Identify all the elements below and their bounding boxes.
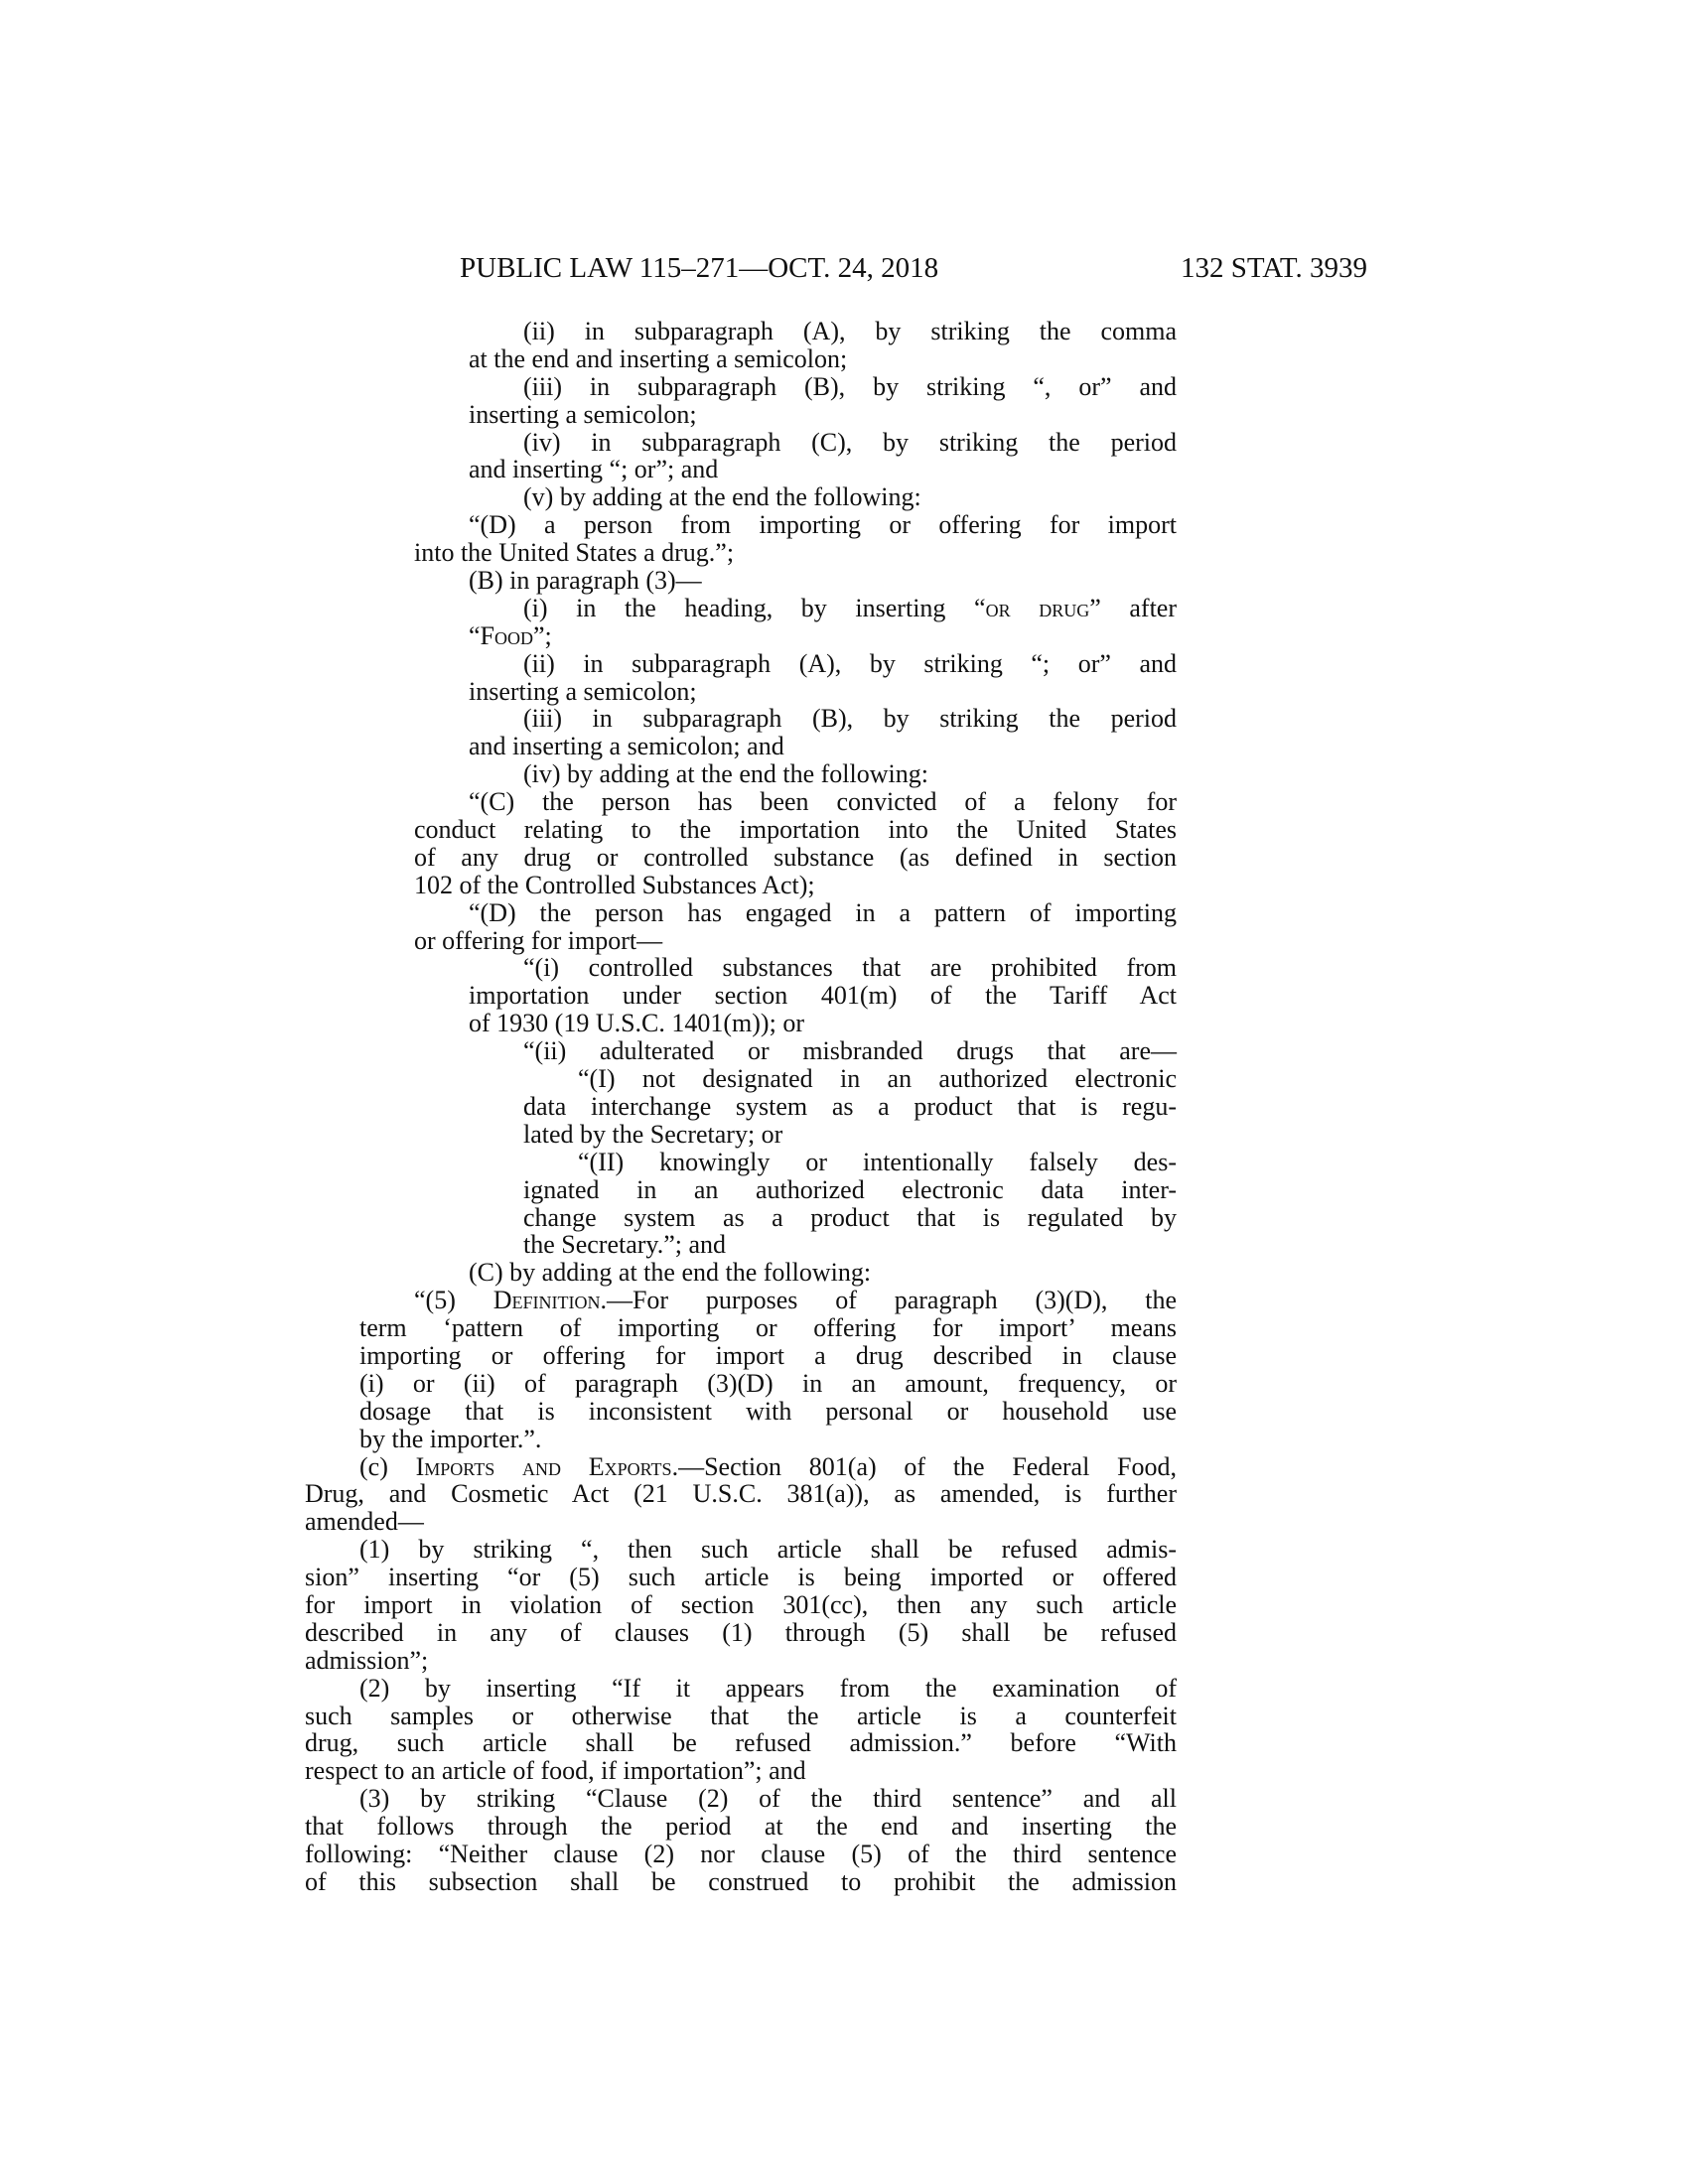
text-line: (B) in paragraph (3)— <box>469 566 702 596</box>
text-line: (1) by striking “, then such article shall be refused admis- <box>359 1535 1177 1565</box>
text-line: inserting a semicolon; <box>469 676 697 706</box>
text-line: (ii) in subparagraph (A), by striking “; or” and <box>523 648 1177 678</box>
text-line: (iii) in subparagraph (B), by striking “, or” and <box>523 371 1177 401</box>
text-line: conduct relating to the importation into the United States <box>414 815 1177 845</box>
header-page-number: 132 STAT. 3939 <box>1180 252 1367 284</box>
text-line: Drug, and Cosmetic Act (21 U.S.C. 381(a)), as amended, is further <box>305 1479 1177 1509</box>
text-line: by the importer.”. <box>359 1424 542 1453</box>
text-segment: “ <box>469 620 481 650</box>
text-line <box>0 622 1688 650</box>
text-line: (3) by striking “Clause (2) of the third sentence” and all <box>359 1784 1177 1814</box>
text-segment: ”; <box>533 620 552 650</box>
text-line: described in any of clauses (1) through (5) shall be refused <box>305 1617 1177 1647</box>
text-line: such samples or otherwise that the article is a counterfeit <box>305 1701 1177 1730</box>
text-line: (2) by inserting “If it appears from the examination of <box>359 1673 1177 1703</box>
text-line: “(II) knowingly or intentionally falsely des- <box>578 1147 1177 1176</box>
text-line: data interchange system as a product that is regu- <box>523 1091 1177 1121</box>
text-line: 102 of the Controlled Substances Act); <box>414 870 815 899</box>
text-line: term ‘pattern of importing or offering for import’ means <box>359 1313 1177 1343</box>
text-segment: ” after <box>1089 593 1177 622</box>
text-segment: .—Section 801(a) of the Federal Food, <box>671 1451 1178 1481</box>
small-caps-heading: Definition <box>492 1286 601 1315</box>
text-line: (C) by adding at the end the following: <box>469 1258 872 1288</box>
text-line: at the end and inserting a semicolon; <box>469 343 848 373</box>
text-line: sion” inserting “or (5) such article is being imported or offered <box>305 1563 1177 1592</box>
text-line: drug, such article shall be refused admission.” before “With <box>305 1728 1177 1758</box>
text-segment: (i) in the heading, by inserting “ <box>523 593 986 622</box>
text-line: (i) or (ii) of paragraph (3)(D) in an amount, frequency, or <box>359 1368 1177 1398</box>
text-line: change system as a product that is regulated by <box>523 1202 1177 1232</box>
text-line: (iv) by adding at the end the following: <box>523 759 928 789</box>
text-segment: .—For purposes of paragraph (3)(D), the <box>600 1286 1177 1315</box>
text-line: “(D) the person has engaged in a pattern of importing <box>469 897 1177 927</box>
text-line: admission”; <box>305 1645 429 1675</box>
text-line: or offering for import— <box>414 925 663 955</box>
text-line: “(C) the person has been convicted of a felony for <box>469 787 1177 817</box>
text-line: inserting a semicolon; <box>469 399 697 429</box>
text-line: of any drug or controlled substance (as defined in section <box>414 842 1177 872</box>
text-line <box>0 1287 1688 1314</box>
text-segment: “(5) <box>414 1286 493 1315</box>
statute-text <box>0 318 1688 1896</box>
text-line: “(D) a person from importing or offering for import <box>469 510 1177 540</box>
running-header <box>460 252 1367 288</box>
small-caps-heading: or drug <box>985 593 1090 622</box>
text-line: (iv) in subparagraph (C), by striking the period <box>523 427 1177 457</box>
text-line: of this subsection shall be construed to prohibit the admission <box>305 1866 1177 1896</box>
text-line: for import in violation of section 301(cc), then any such article <box>305 1589 1177 1619</box>
text-line: importing or offering for import a drug described in clause <box>359 1340 1177 1370</box>
text-line: respect to an article of food, if importation”; and <box>305 1756 806 1786</box>
text-line <box>0 595 1688 622</box>
text-line: of 1930 (19 U.S.C. 1401(m)); or <box>469 1009 804 1038</box>
text-line <box>0 1453 1688 1481</box>
text-line: “(i) controlled substances that are prohibited from <box>523 953 1177 983</box>
small-caps-heading: Imports and Exports <box>415 1451 672 1481</box>
text-line: importation under section 401(m) of the Tariff Act <box>469 981 1177 1011</box>
text-line: (iii) in subparagraph (B), by striking the period <box>523 704 1177 734</box>
text-line: into the United States a drug.”; <box>414 538 735 568</box>
small-caps-heading: Food <box>480 620 534 650</box>
text-line: “(ii) adulterated or misbranded drugs that are— <box>523 1036 1177 1066</box>
text-line: that follows through the period at the end and inserting the <box>305 1812 1177 1842</box>
text-line: and inserting “; or”; and <box>469 455 719 484</box>
text-line: and inserting a semicolon; and <box>469 732 784 761</box>
text-line: “(I) not designated in an authorized electronic <box>578 1064 1177 1094</box>
text-line: following: “Neither clause (2) nor clause (5) of the third sentence <box>305 1839 1177 1868</box>
text-line: amended— <box>305 1507 424 1537</box>
header-law-title: PUBLIC LAW 115–271—OCT. 24, 2018 <box>460 252 939 284</box>
text-line: the Secretary.”; and <box>523 1230 727 1260</box>
text-line: lated by the Secretary; or <box>523 1119 783 1149</box>
text-line: dosage that is inconsistent with personal or household use <box>359 1396 1177 1426</box>
text-line: ignated in an authorized electronic data inter- <box>523 1174 1177 1204</box>
text-line: (ii) in subparagraph (A), by striking the comma <box>523 317 1177 345</box>
text-segment: (c) <box>359 1451 416 1481</box>
text-line: (v) by adding at the end the following: <box>523 482 921 512</box>
